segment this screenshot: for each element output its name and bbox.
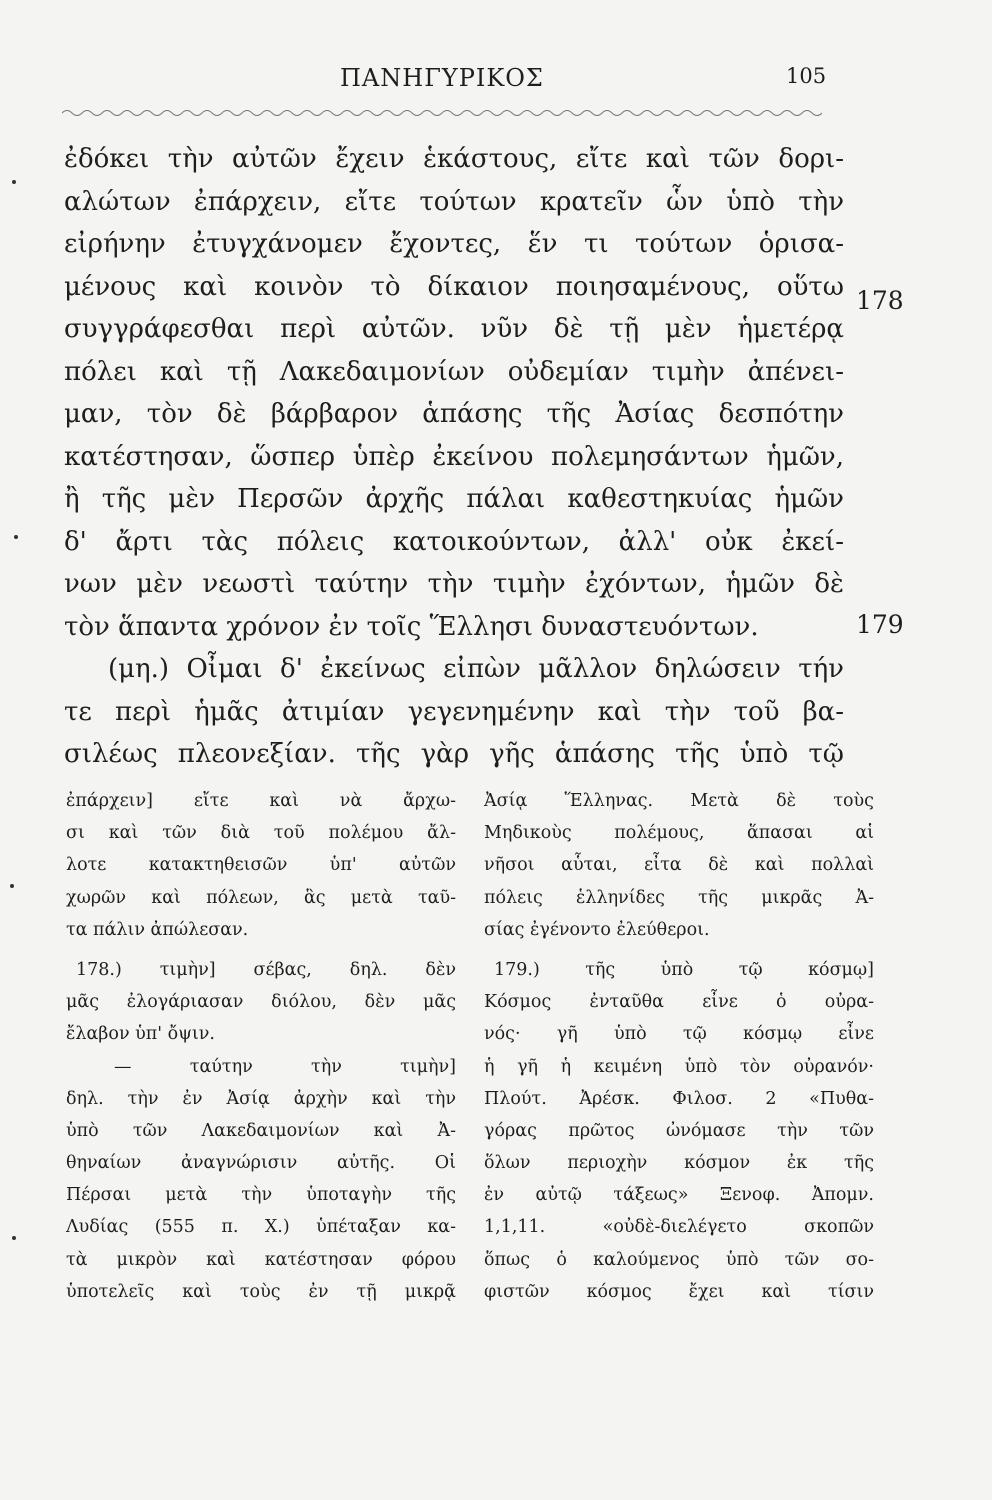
ink-speck	[14, 535, 18, 539]
main-line: αλώτων ἐπάρχειν, εἴτε τούτων κρατεῖν ὧν ὑπὸ τὴν	[64, 186, 844, 217]
footnote-line: ὑποτελεῖς καὶ τοὺς ἐν τῇ μικρᾷ	[66, 1281, 456, 1302]
footnote-line: Κόσμος ἐνταῦθα εἶνε ὁ οὐρα-	[484, 992, 874, 1013]
footnote-line: Λυδίας (555 π. Χ.) ὑπέταξαν κα-	[66, 1217, 456, 1238]
footnote-line: Μηδικοὺς πολέμους, ἅπασαι αἱ	[484, 823, 874, 844]
main-line: τὸν ἅπαντα χρόνον ἐν τοῖς Ἕλλησι δυναστευόντων.	[64, 611, 759, 642]
footnote-line: φιστῶν κόσμος ἔχει καὶ τίσιν	[484, 1281, 874, 1302]
footnote-line: ἐν αὐτῷ τάξεως» Ξενοφ. Ἀπομν.	[484, 1185, 874, 1206]
footnotes-left-column	[66, 785, 456, 1308]
footnote-line: μᾶς ἐλογάριασαν διόλου, δὲν μᾶς	[66, 992, 456, 1013]
main-line: μαν, τὸν δὲ βάρβαρον ἁπάσης τῆς Ἀσίας δεσπότην	[64, 399, 844, 429]
footnote-line: Πέρσαι μετὰ τὴν ὑποταγὴν τῆς	[66, 1185, 456, 1206]
ink-speck	[10, 884, 14, 888]
footnote-line: τὰ μικρὸν καὶ κατέστησαν φόρου	[66, 1249, 456, 1270]
footnote-line: γόρας πρῶτος ὠνόμασε τὴν τῶν	[484, 1120, 874, 1141]
footnote-line: Πλούτ. Ἀρέσκ. Φιλοσ. 2 «Πυθα-	[484, 1088, 874, 1109]
ink-speck	[12, 180, 16, 184]
footnote-line: ἐπάρχειν] εἴτε καὶ νὰ ἄρχω-	[66, 791, 456, 811]
page-header	[0, 60, 992, 100]
main-text	[64, 138, 844, 776]
running-title: ΠΑΝΗΓΥΡΙΚΟΣ	[340, 64, 544, 92]
footnote-line: σίας ἐγένοντο ἐλεύθεροι.	[484, 919, 710, 940]
footnote-line: χωρῶν καὶ πόλεων, ἃς μετὰ ταῦ-	[66, 887, 456, 908]
footnote-line: θηναίων ἀναγνώρισιν αὐτῆς. Οἱ	[66, 1153, 456, 1174]
main-line: ἐδόκει τὴν αὐτῶν ἔχειν ἑκάστους, εἴτε καὶ τῶν δορι-	[64, 144, 844, 174]
main-line: (μη.) Οἶμαι δ' ἐκείνως εἰπὼν μᾶλλον δηλώσειν τήν	[108, 654, 844, 684]
footnote-line: — ταύτην τὴν τιμὴν]	[114, 1056, 456, 1077]
main-line: κατέστησαν, ὥσπερ ὑπὲρ ἐκείνου πολεμησάντων ἡμῶν,	[64, 441, 844, 472]
footnote-line: 1,1,11. «οὐδὲ-διελέγετο σκοπῶν	[484, 1217, 874, 1238]
footnote-line: σι καὶ τῶν διὰ τοῦ πολέμου ἄλ-	[66, 823, 456, 844]
footnote-line: ἔλαβον ὑπ' ὄψιν.	[66, 1024, 215, 1045]
ink-speck	[12, 1236, 16, 1240]
footnote-line: λοτε κατακτηθεισῶν ὑπ' αὐτῶν	[66, 855, 456, 876]
footnote-line: ὅλων περιοχὴν κόσμον ἐκ τῆς	[484, 1153, 874, 1174]
page-number: 105	[786, 64, 827, 88]
footnote-line: ἡ γῆ ἡ κειμένη ὑπὸ τὸν οὐρανόν·	[484, 1056, 874, 1077]
footnote-line: ὑπὸ τῶν Λακεδαιμονίων καὶ Ἀ-	[66, 1120, 456, 1141]
margin-section-number: 179	[856, 610, 904, 639]
footnote-line: δηλ. τὴν ἐν Ἀσίᾳ ἀρχὴν καὶ τὴν	[66, 1088, 456, 1109]
footnote-line: 178.) τιμὴν] σέβας, δηλ. δὲν	[76, 959, 456, 980]
main-line: μένους καὶ κοινὸν τὸ δίκαιον ποιησαμένους, οὕτω	[64, 271, 844, 302]
footnotes-right-column	[484, 785, 874, 1308]
footnote-line: νός· γῆ ὑπὸ τῷ κόσμῳ εἶνε	[484, 1024, 874, 1045]
margin-section-number: 178	[856, 286, 904, 315]
main-line: τε περὶ ἡμᾶς ἀτιμίαν γεγενημένην καὶ τὴν τοῦ βα-	[64, 696, 844, 727]
footnote-line: τα πάλιν ἀπώλεσαν.	[66, 919, 249, 940]
main-line: σιλέως πλεονεξίαν. τῆς γὰρ γῆς ἁπάσης τῆς ὑπὸ τῷ	[64, 739, 844, 769]
footnote-line: πόλεις ἑλληνίδες τῆς μικρᾶς Ἀ-	[484, 887, 874, 908]
main-line: ἢ τῆς μὲν Περσῶν ἀρχῆς πάλαι καθεστηκυίας ἡμῶν	[64, 484, 844, 514]
footnote-line: νῆσοι αὗται, εἶτα δὲ καὶ πολλαὶ	[484, 855, 874, 876]
header-rule	[62, 104, 822, 118]
main-line: νων μὲν νεωστὶ ταύτην τὴν τιμὴν ἐχόντων, ἡμῶν δὲ	[64, 569, 844, 599]
main-line: εἰρήνην ἐτυγχάνομεν ἔχοντες, ἕν τι τούτων ὁρισα-	[64, 229, 844, 259]
main-line: δ' ἄρτι τὰς πόλεις κατοικούντων, ἀλλ' οὐκ ἐκεί-	[64, 526, 844, 557]
footnote-line: ὅπως ὁ καλούμενος ὑπὸ τῶν σο-	[484, 1249, 874, 1270]
footnote-line: 179.) τῆς ὑπὸ τῷ κόσμῳ]	[494, 959, 874, 980]
footnote-line: Ἀσίᾳ Ἕλληνας. Μετὰ δὲ τοὺς	[484, 791, 874, 811]
main-line: συγγράφεσθαι περὶ αὐτῶν. νῦν δὲ τῇ μὲν ἡμετέρᾳ	[64, 314, 844, 344]
main-line: πόλει καὶ τῇ Λακεδαιμονίων οὐδεμίαν τιμὴν ἀπένει-	[64, 356, 844, 387]
